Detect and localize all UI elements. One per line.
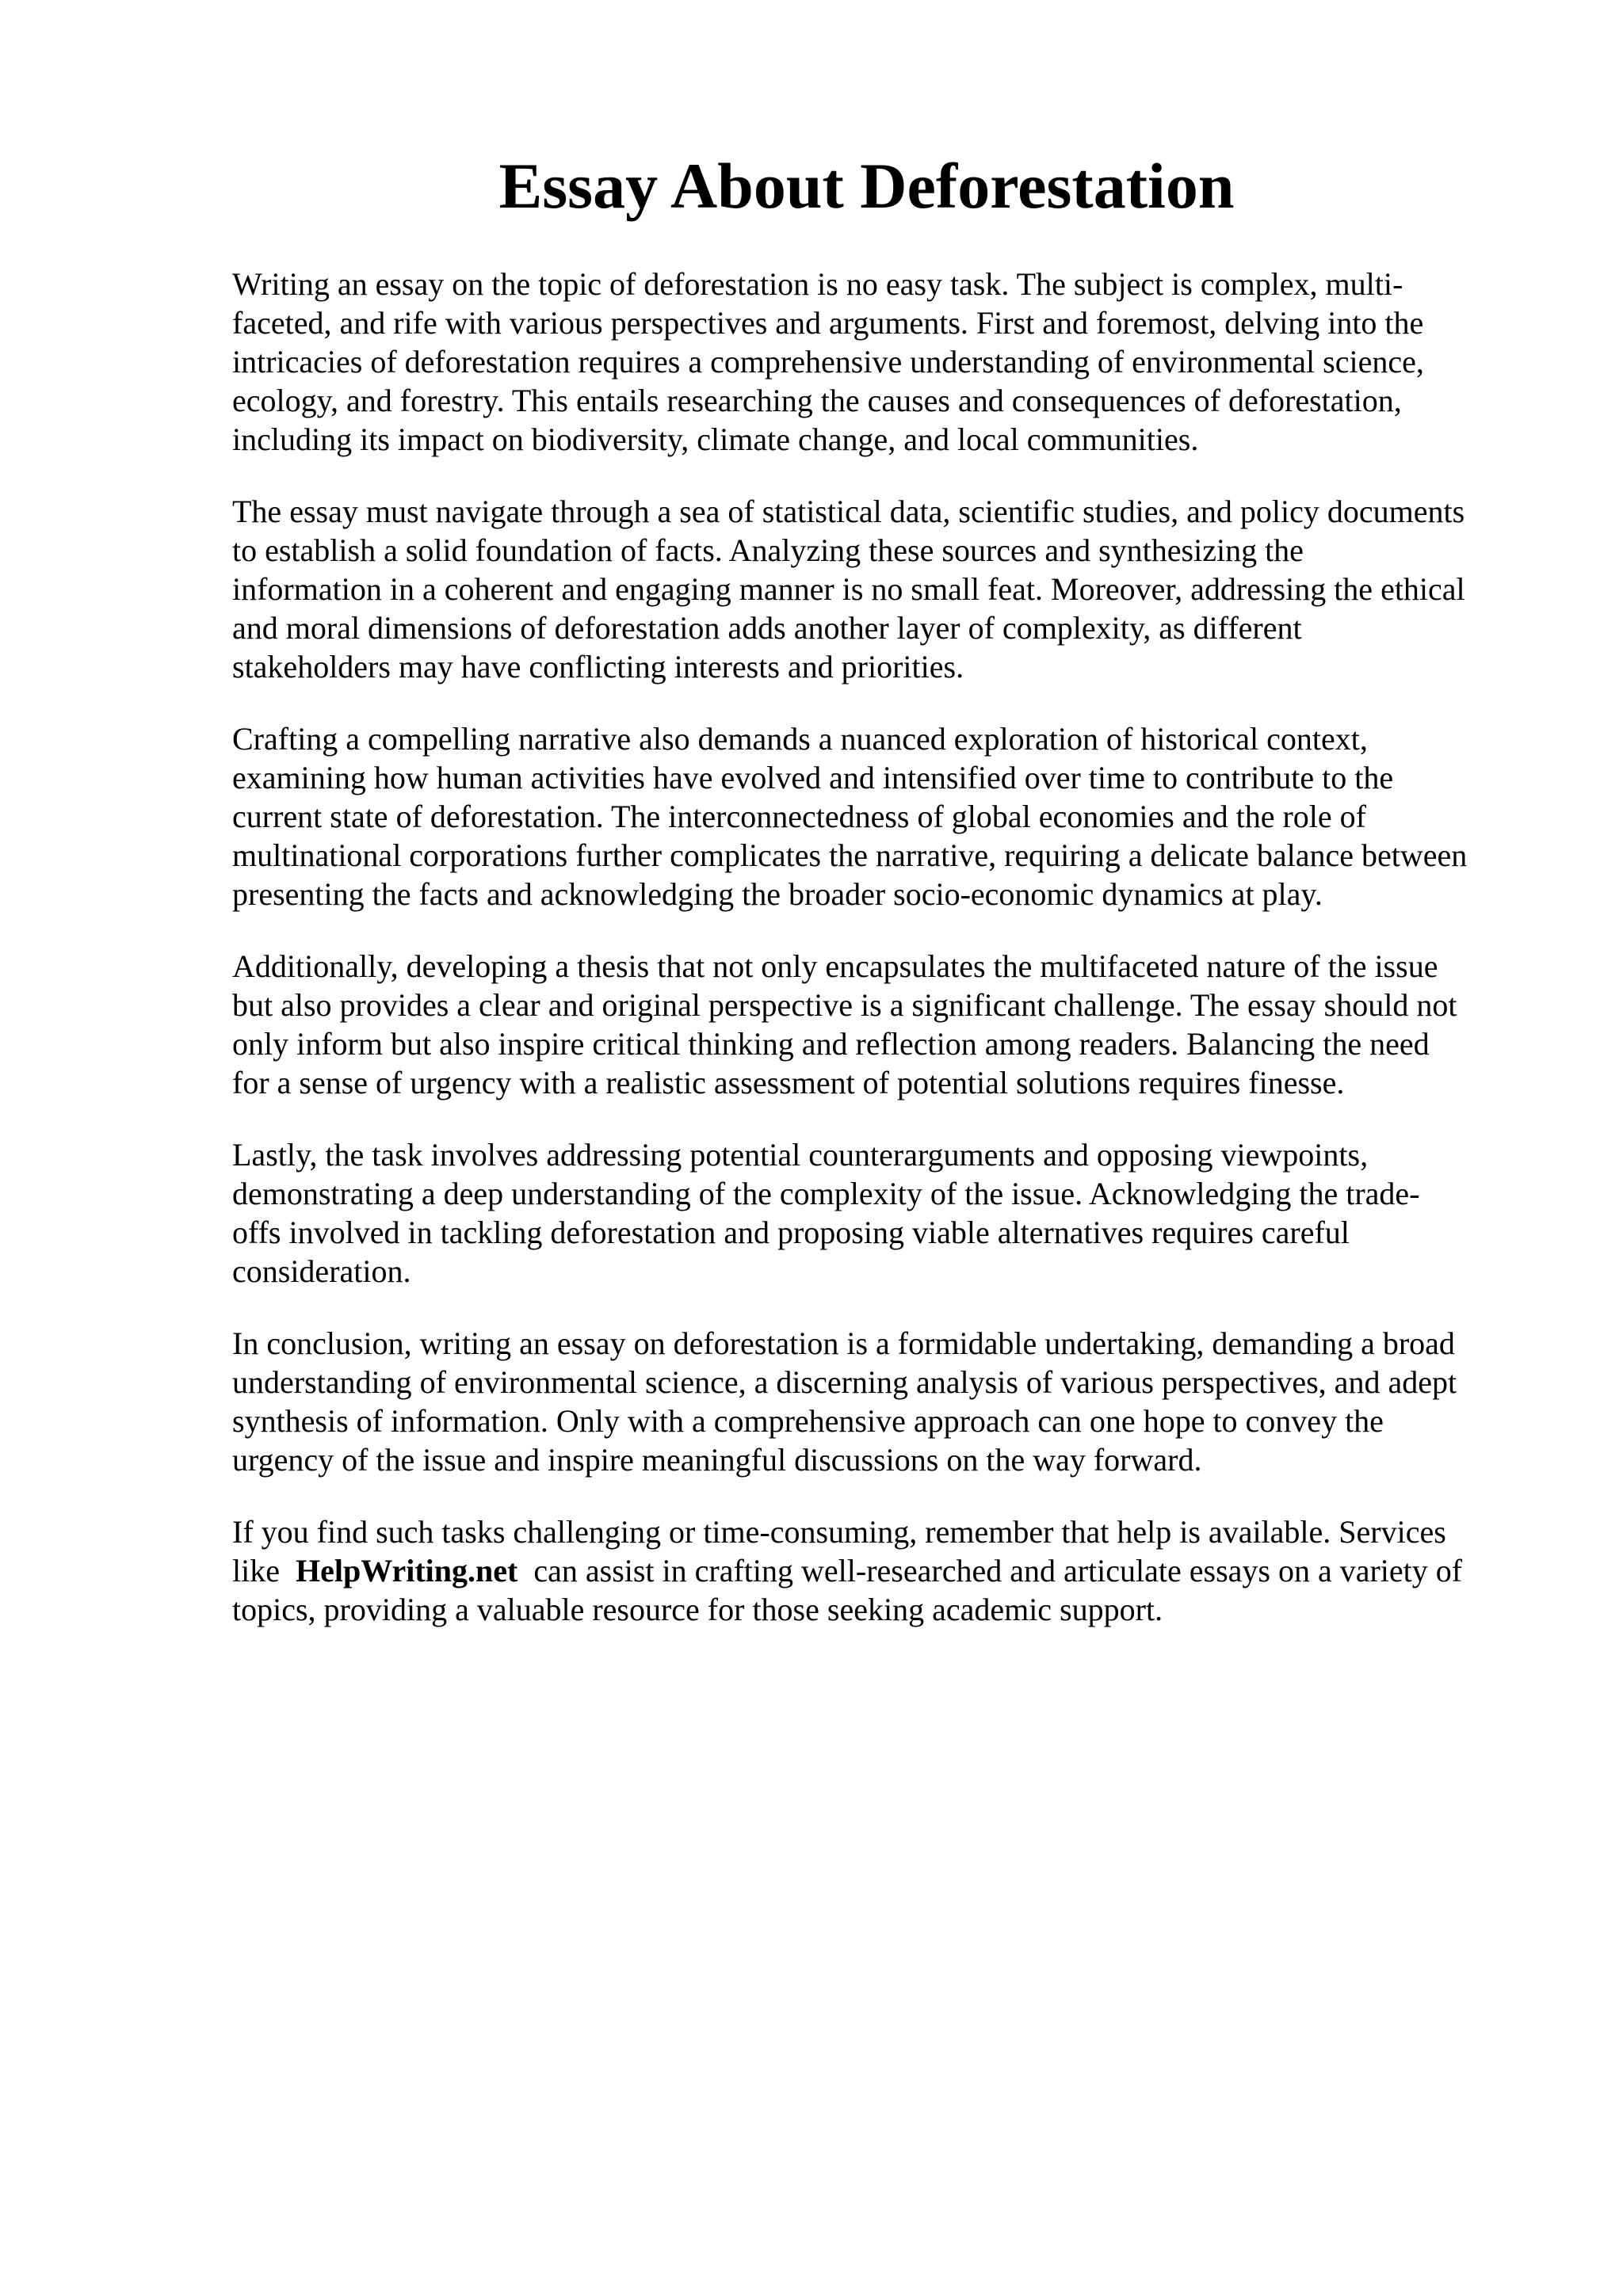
paragraph-2 [232,492,1516,686]
paragraph-line-with-link [232,1551,1516,1590]
paragraph-5 [232,1135,1516,1291]
paragraph-line: Crafting a compelling narrative also demands a nuanced exploration of historical context, [232,721,1368,757]
paragraph-3 [232,719,1516,913]
paragraph-line: for a sense of urgency with a realistic assessment of potential solutions requires finesse. [232,1065,1345,1100]
paragraph-line: offs involved in tackling deforestation and proposing viable alternatives requires careful [232,1215,1350,1250]
paragraph-6 [232,1324,1516,1479]
essay-body [232,265,1516,1662]
paragraph-line: consideration. [232,1253,411,1289]
paragraph-line: urgency of the issue and inspire meaningful discussions on the way forward. [232,1442,1202,1478]
line-suffix: can assist in crafting well-researched and articulate essays on a variety of [533,1553,1463,1589]
paragraph-line: understanding of environmental science, a discerning analysis of various perspectives, and adept [232,1364,1457,1400]
helpwriting-link[interactable]: HelpWriting.net [295,1553,518,1589]
paragraph-line: demonstrating a deep understanding of the complexity of the issue. Acknowledging the trade- [232,1176,1420,1211]
paragraph-4 [232,947,1516,1102]
paragraph-line: synthesis of information. Only with a comprehensive approach can one hope to convey the [232,1403,1384,1439]
paragraph-line: current state of deforestation. The interconnectedness of global economies and the role of [232,799,1366,834]
paragraph-line: information in a coherent and engaging manner is no small feat. Moreover, addressing the ethical [232,571,1465,607]
paragraph-line: stakeholders may have conflicting interests and priorities. [232,649,964,685]
paragraph-line: topics, providing a valuable resource for those seeking academic support. [232,1592,1163,1627]
paragraph-line: Lastly, the task involves addressing potential counterarguments and opposing viewpoints, [232,1137,1369,1173]
paragraph-line: presenting the facts and acknowledging the broader socio-economic dynamics at play. [232,876,1323,912]
paragraph-line: The essay must navigate through a sea of statistical data, scientific studies, and policy documents [232,494,1465,529]
paragraph-line: Additionally, developing a thesis that not only encapsulates the multifaceted nature of the issue [232,948,1438,984]
paragraph-line: In conclusion, writing an essay on deforestation is a formidable undertaking, demanding a broad [232,1325,1455,1361]
paragraph-line: to establish a solid foundation of facts. Analyzing these sources and synthesizing the [232,532,1304,568]
paragraph-line: ecology, and forestry. This entails researching the causes and consequences of deforestation, [232,383,1402,418]
paragraph-1 [232,265,1516,459]
paragraph-line: but also provides a clear and original perspective is a significant challenge. The essay should not [232,987,1457,1023]
paragraph-line: examining how human activities have evolved and intensified over time to contribute to the [232,760,1394,795]
paragraph-line: including its impact on biodiversity, climate change, and local communities. [232,421,1199,457]
page-title: Essay About Deforestation [498,150,1235,222]
paragraph-line: If you find such tasks challenging or time-consuming, remember that help is available. Services [232,1514,1446,1550]
paragraph-line: intricacies of deforestation requires a comprehensive understanding of environmental science, [232,344,1424,379]
paragraph-7 [232,1512,1516,1629]
paragraph-line: and moral dimensions of deforestation adds another layer of complexity, as different [232,610,1302,646]
paragraph-line: faceted, and rife with various perspectives and arguments. First and foremost, delving into the [232,305,1424,341]
paragraph-line: multinational corporations further complicates the narrative, requiring a delicate balance between [232,837,1468,873]
line-prefix: like [232,1553,280,1589]
paragraph-line: only inform but also inspire critical thinking and reflection among readers. Balancing the need [232,1026,1430,1062]
paragraph-line: Writing an essay on the topic of deforestation is no easy task. The subject is complex, multi- [232,266,1403,302]
